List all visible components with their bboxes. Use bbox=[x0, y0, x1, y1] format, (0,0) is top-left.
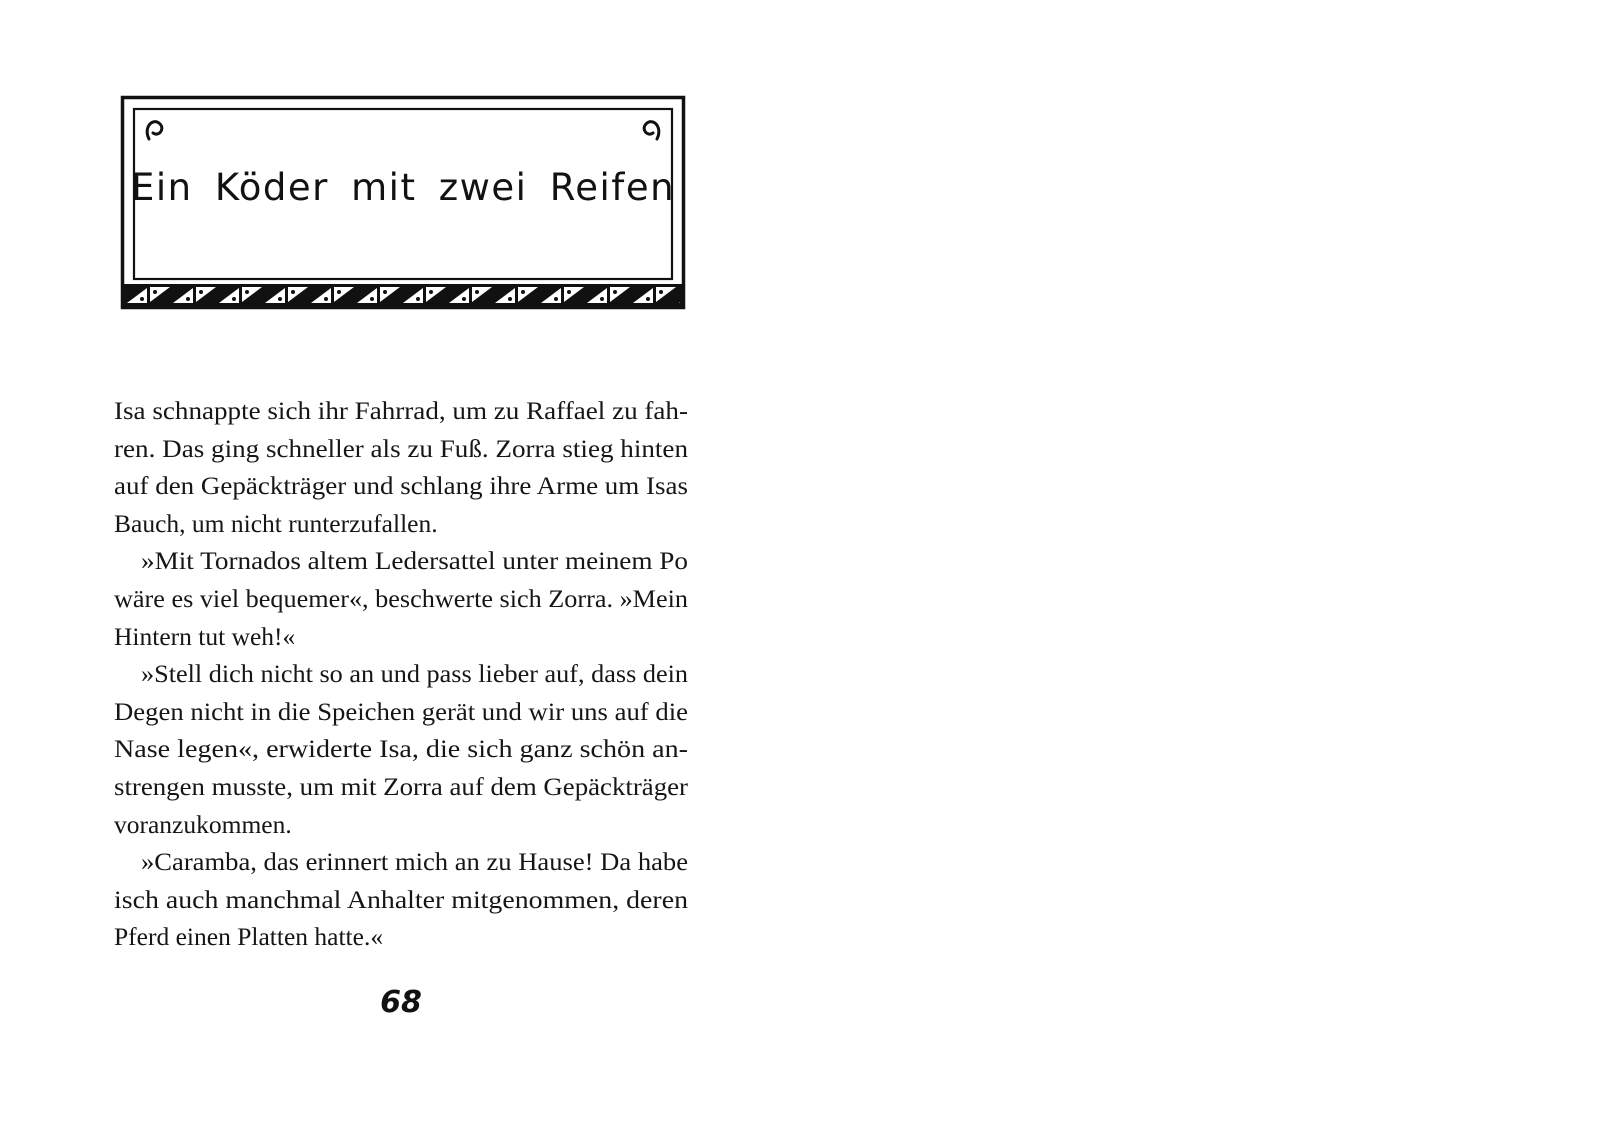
body-text-line: ren. Das ging schneller als zu Fuß. Zorra stieg hinten bbox=[114, 433, 688, 463]
body-text-line: Nase legen«, erwiderte Isa, die sich ganz schön an- bbox=[114, 734, 688, 764]
body-text-line: Isa schnappte sich ihr Fahrrad, um zu Raffael zu fah- bbox=[114, 396, 688, 425]
page-number-left: 68 bbox=[380, 985, 422, 1020]
body-text-line: »Stell dich nicht so an und pass lieber auf, dass dein bbox=[141, 659, 688, 689]
body-text-line: Bauch, um nicht runterzufallen. bbox=[114, 508, 438, 538]
left-page-body-text bbox=[114, 392, 688, 956]
body-text-line: wäre es viel bequemer«, beschwerte sich Zorra. »Mein bbox=[114, 583, 688, 613]
body-text-line: »Caramba, das erinnert mich an zu Hause! Da habe bbox=[141, 847, 688, 877]
right-page bbox=[800, 0, 1600, 1131]
body-text-line: »Mit Tornados altem Ledersattel unter meinem Po bbox=[141, 546, 688, 576]
body-text-line: Degen nicht in die Speichen gerät und wir uns auf die bbox=[114, 696, 688, 726]
body-text-line: Pferd einen Platten hatte.« bbox=[114, 922, 384, 952]
triangle-ornament-band bbox=[125, 285, 681, 305]
body-text-line: auf den Gepäckträger und schlang ihre Arme um Isas bbox=[114, 471, 688, 501]
body-text-line: isch auch manchmal Anhalter mitgenommen, deren bbox=[114, 884, 688, 914]
body-text-line: Hintern tut weh!« bbox=[114, 621, 296, 651]
body-text-line: strengen musste, um mit Zorra auf dem Gepäckträger bbox=[114, 771, 688, 801]
body-text-line: voranzukommen. bbox=[114, 809, 292, 839]
chapter-title: Ein Köder mit zwei Reifen bbox=[130, 166, 676, 209]
